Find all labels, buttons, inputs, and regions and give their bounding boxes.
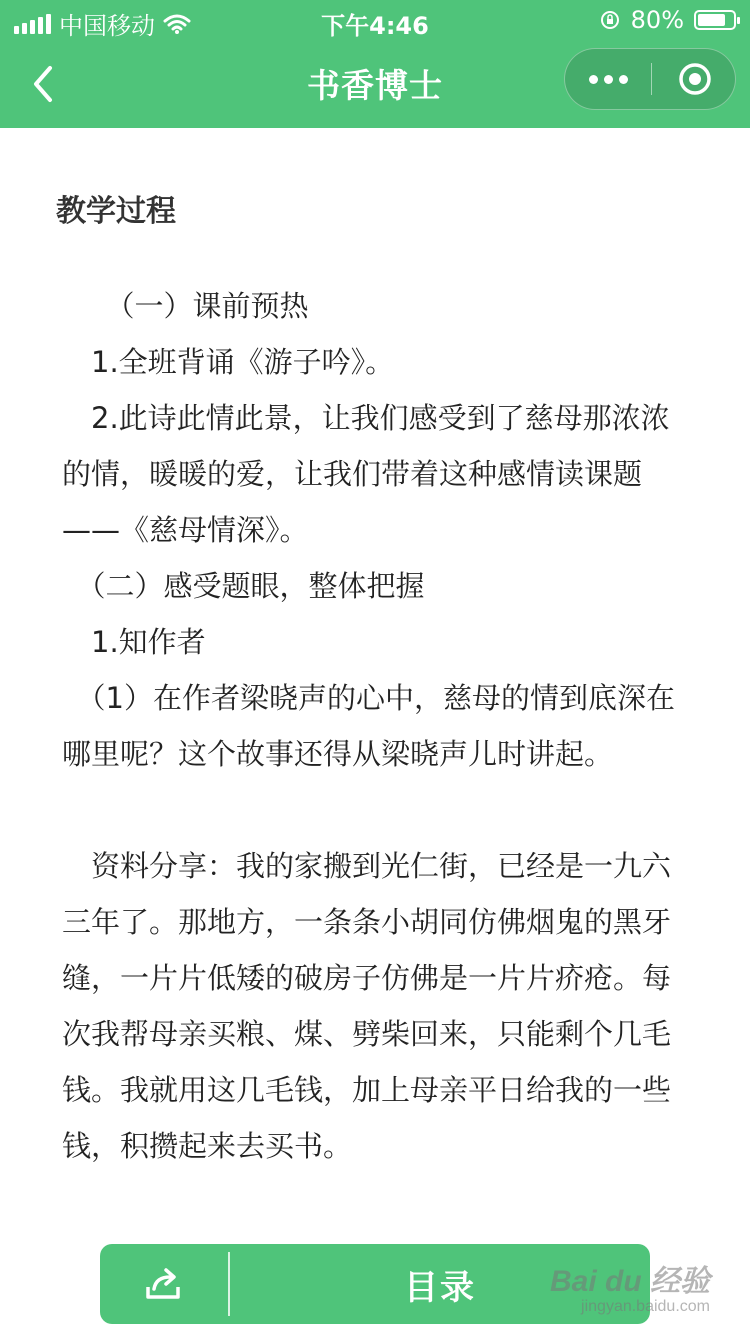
paragraph: 2.此诗此情此景，让我们感受到了慈母那浓浓的情，暖暖的爱，让我们带着这种感情读课题——《慈母情深》。 <box>62 401 670 547</box>
navigation-bar <box>0 40 750 128</box>
paragraph: （二）感受题眼，整体把握 <box>62 569 425 603</box>
mini-program-capsule <box>564 48 736 110</box>
page-title: 书香博士 <box>307 66 443 105</box>
paragraph: 资料分享：我的家搬到光仁街，已经是一九六三年了。那地方，一条条小胡同仿佛烟鬼的黑牙缝，一片片低矮的破房子仿佛是一片片疥疮。每次我帮母亲买粮、煤、劈柴回来，只能剩个几毛钱。我就用这几毛钱，加上母亲平日给我的一些钱，积攒起来去买书。 <box>62 849 672 1163</box>
paragraph: （一）课前预热 <box>62 289 309 323</box>
battery-percent: 80% <box>630 6 684 34</box>
paragraph: 1.全班背诵《游子吟》。 <box>62 345 395 379</box>
watermark-url: jingyan.baidu.com <box>581 1298 710 1315</box>
status-bar <box>0 0 750 40</box>
battery-icon <box>694 10 736 30</box>
carrier-label: 中国移动 <box>59 12 155 40</box>
rotation-lock-icon <box>599 9 621 31</box>
watermark <box>550 1256 710 1316</box>
target-close-icon[interactable] <box>677 61 713 97</box>
share-icon <box>144 1267 184 1301</box>
top-bar <box>0 0 750 128</box>
paragraph: 1.知作者 <box>62 625 206 659</box>
table-of-contents-button[interactable]: 目录 <box>404 1267 476 1308</box>
section-title: 教学过程 <box>56 194 176 229</box>
paragraph: （1）在作者梁晓声的心中，慈母的情到底深在哪里呢？这个故事还得从梁晓声儿时讲起。 <box>62 681 675 771</box>
watermark-brand: Bai du 经验 <box>549 1265 710 1298</box>
share-button[interactable] <box>100 1244 228 1324</box>
capsule-divider <box>651 63 652 95</box>
status-time: 下午4:46 <box>321 12 429 40</box>
more-dots-icon[interactable] <box>565 49 651 109</box>
